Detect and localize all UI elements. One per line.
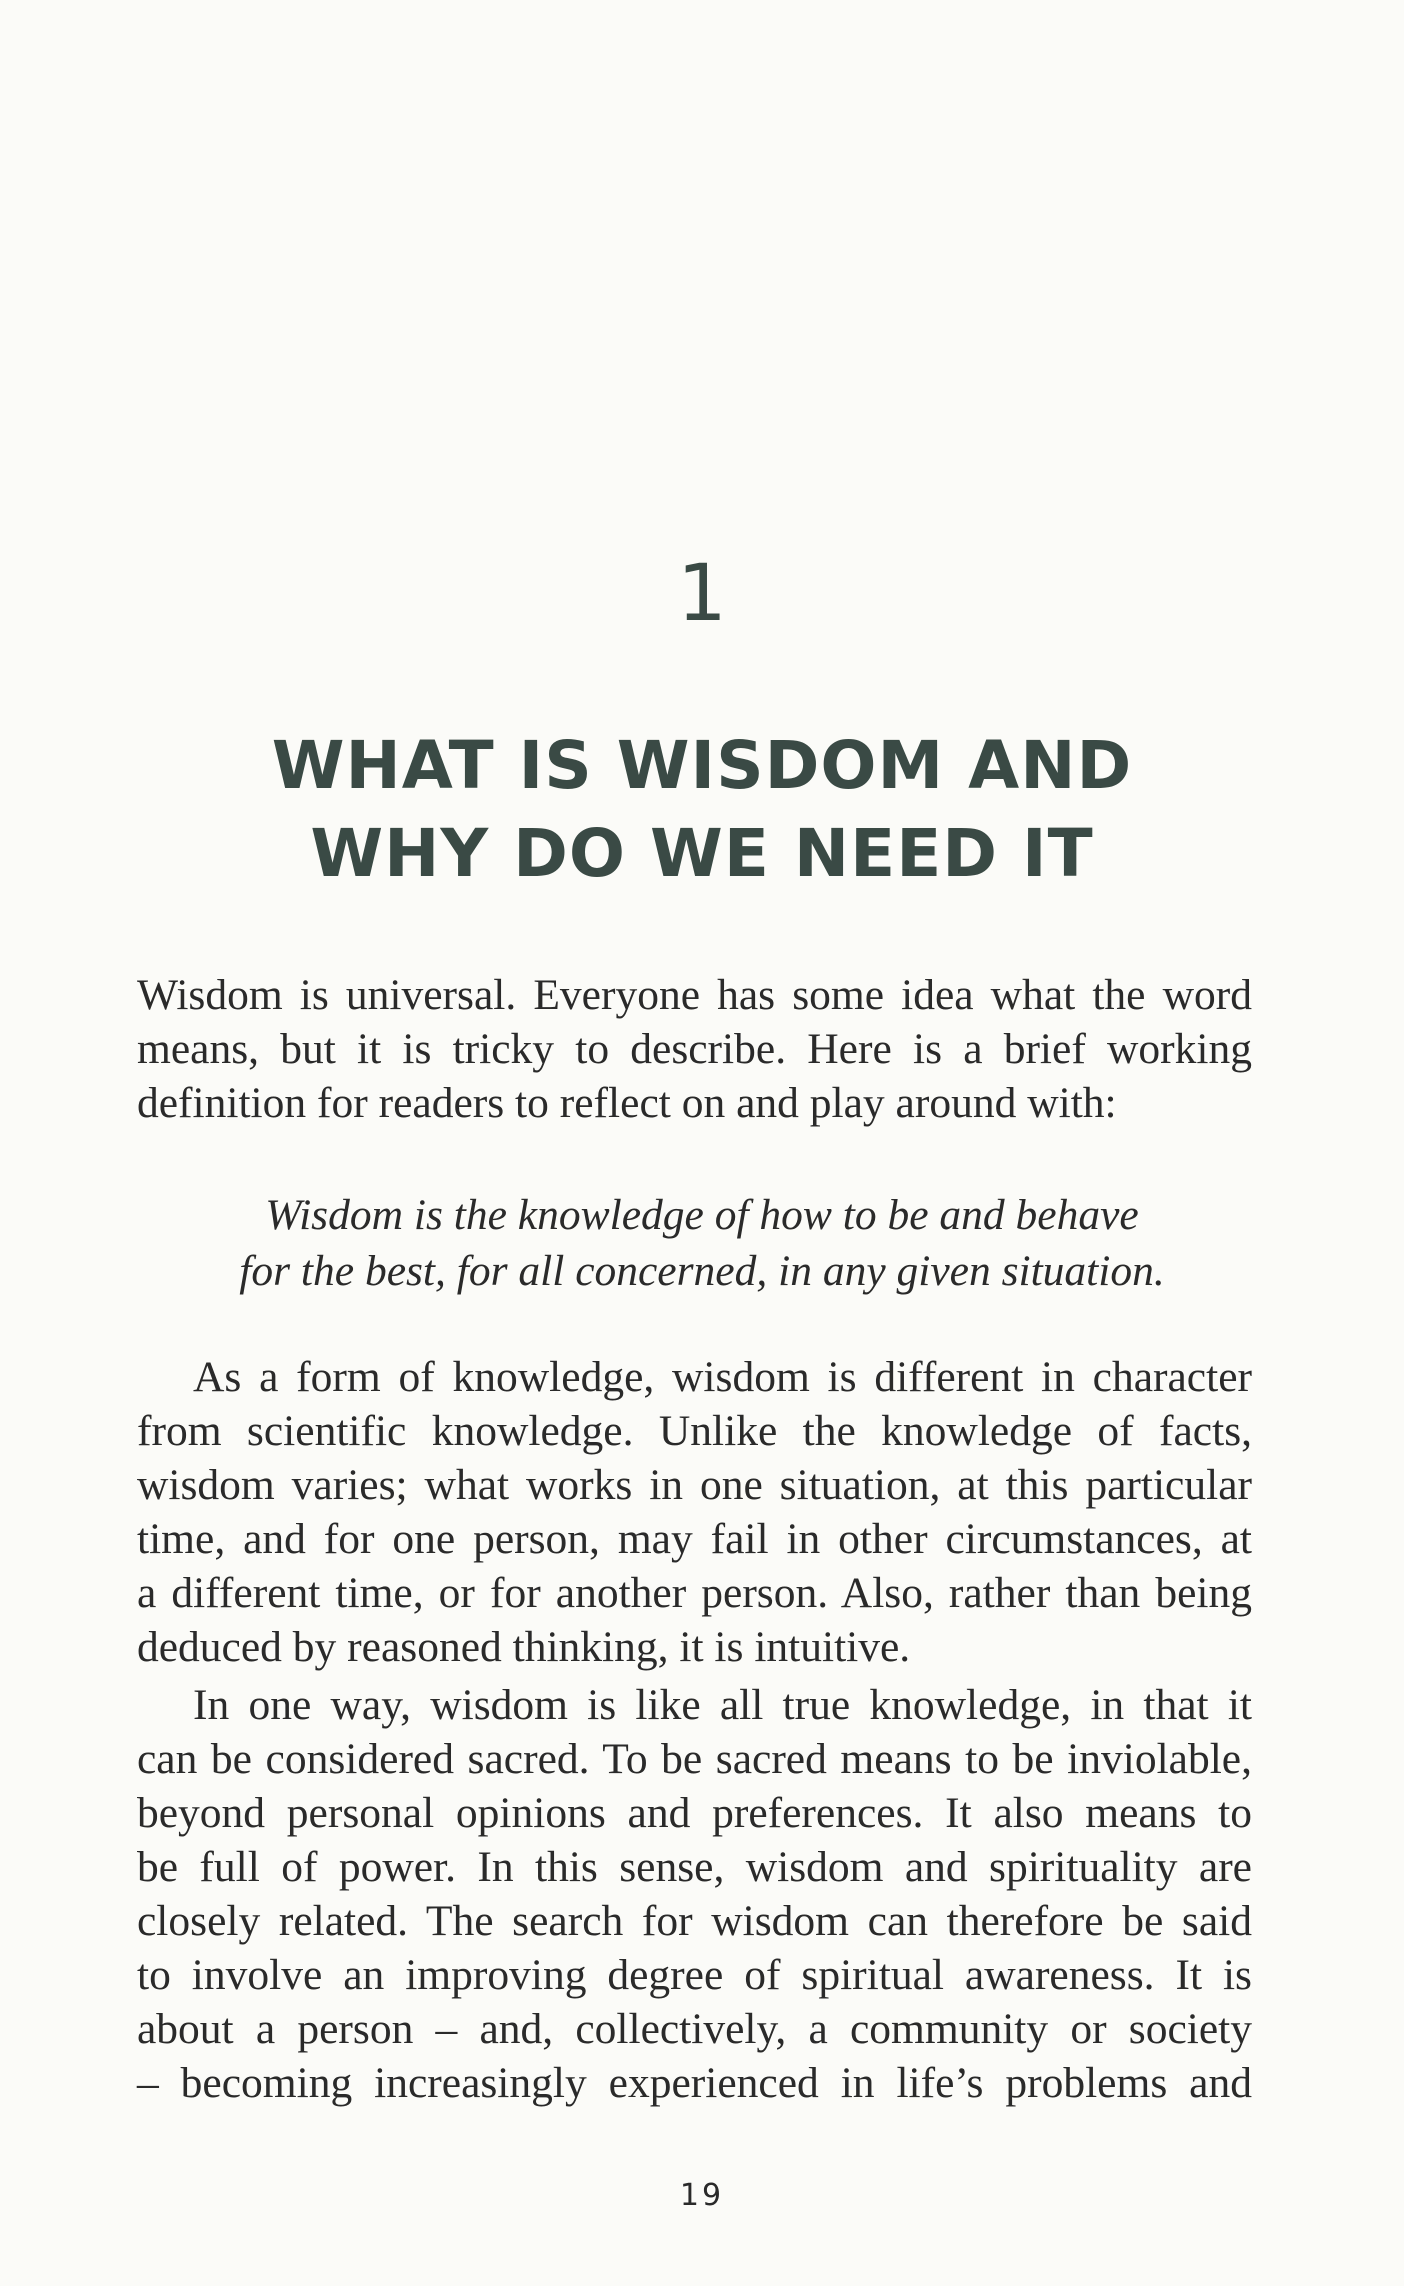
text-line: – becoming increasingly experienced in life’s problems and <box>137 2059 1252 2107</box>
text-line: about a person – and, collectively, a community or society <box>137 2005 1252 2053</box>
chapter-title <box>180 722 1224 898</box>
text-line: time, and for one person, may fail in other circumstances, at <box>137 1515 1252 1563</box>
paragraph-knowledge <box>137 1350 1252 1674</box>
text-line: wisdom varies; what works in one situation, at this particular <box>137 1461 1252 1509</box>
text-line: As a form of knowledge, wisdom is different in character <box>193 1353 1252 1401</box>
paragraph-intro <box>137 968 1252 1130</box>
quote-line: Wisdom is the knowledge of how to be and behave <box>265 1191 1139 1239</box>
paragraph-sacred <box>137 1678 1252 2110</box>
page-number: 19 <box>679 2178 725 2213</box>
chapter-title-line: WHY DO WE NEED IT <box>310 815 1094 892</box>
quote-line: for the best, for all concerned, in any given situation. <box>239 1247 1165 1295</box>
text-line: closely related. The search for wisdom can therefore be said <box>137 1897 1252 1945</box>
text-line: a different time, or for another person. Also, rather than being <box>137 1569 1252 1617</box>
text-line: to involve an improving degree of spiritual awareness. It is <box>137 1951 1252 1999</box>
text-line: In one way, wisdom is like all true knowledge, in that it <box>193 1681 1252 1729</box>
text-line: means, but it is tricky to describe. Here is a brief working <box>137 1025 1252 1073</box>
text-line: deduced by reasoned thinking, it is intuitive. <box>137 1623 911 1671</box>
text-line: can be considered sacred. To be sacred means to be inviolable, <box>137 1735 1252 1783</box>
text-line: Wisdom is universal. Everyone has some idea what the word <box>137 971 1252 1019</box>
chapter-number: 1 <box>677 549 727 639</box>
text-line: definition for readers to reflect on and play around with: <box>137 1079 1117 1127</box>
text-line: be full of power. In this sense, wisdom and spirituality are <box>137 1843 1252 1891</box>
text-line: beyond personal opinions and preferences. It also means to <box>137 1789 1252 1837</box>
text-line: from scientific knowledge. Unlike the knowledge of facts, <box>137 1407 1252 1455</box>
definition-quote <box>0 1187 1404 1299</box>
chapter-title-line: WHAT IS WISDOM AND <box>271 727 1133 804</box>
